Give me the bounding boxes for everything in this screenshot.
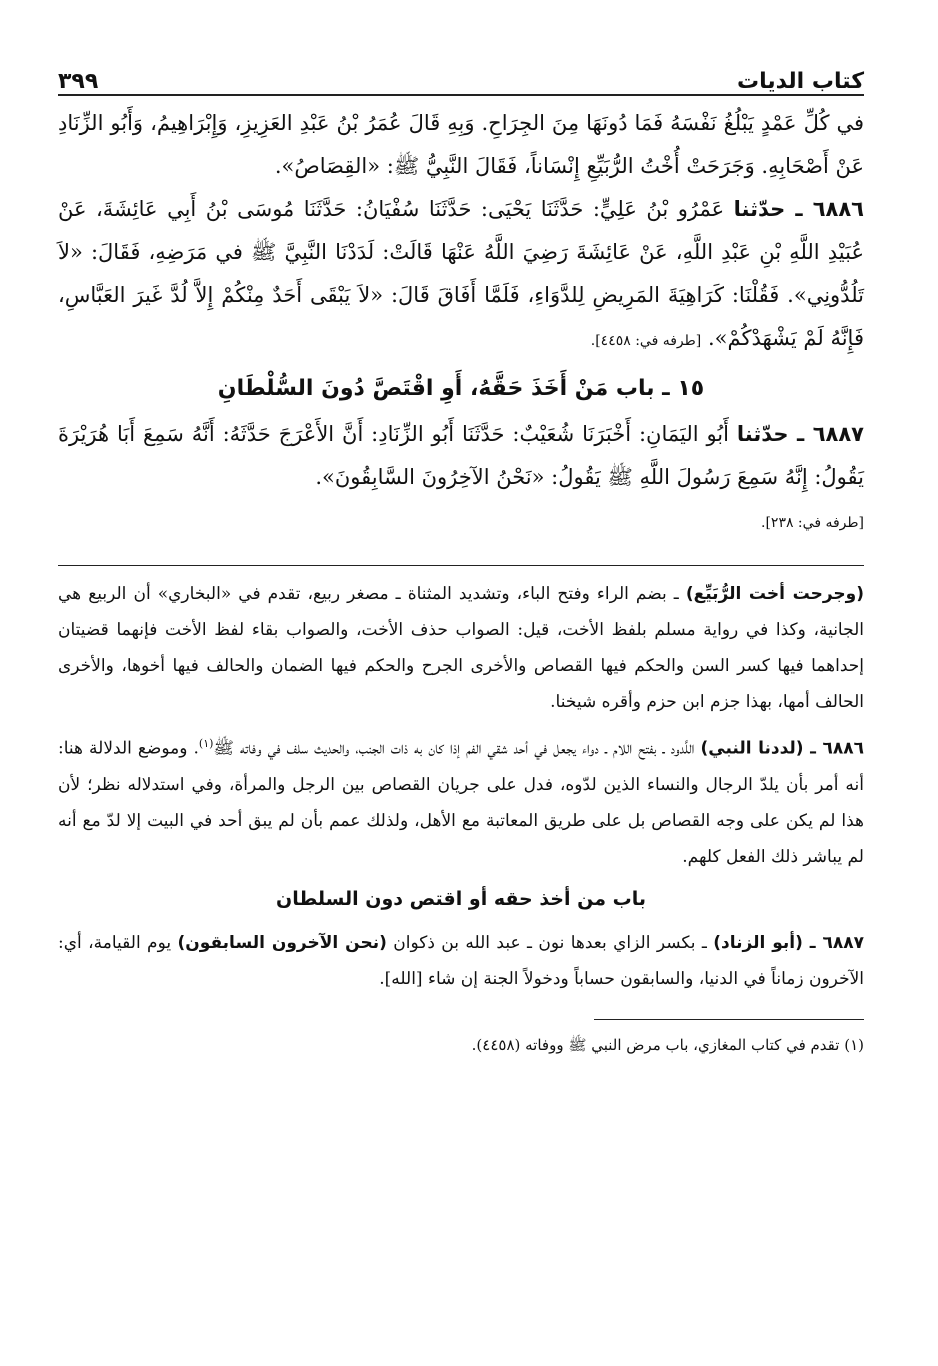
hadith-6887-number: ٦٨٨٧ ـ حدّثنا xyxy=(736,422,864,446)
commentary-3-text-a: ـ بكسر الزاي بعدها نون ـ عبد الله بن ذكوان xyxy=(386,932,714,953)
commentary-1-text: ـ بضم الراء وفتح الباء، وتشديد المثناة ـ مصغر ربيع، تقدم في «البخاري» أن الربيع هي الجانية، وكذا في رواية مسلم بلفظ الأخت، قيل: الصواب حذف الأخت، والصواب بقاء لفظ الأخت فإنهما قضيتان إحداهما فيها كسر السن والحكم فيها القصاص والأخرى الجرح والحكم فيها الضمان والحالف فيها أخوها، والأخرى الحالف أمها، بهذا جزم ابن حزم وأقره شيخنا. xyxy=(58,584,864,712)
footnote-divider xyxy=(594,1019,864,1020)
commentary-2-text-b: . وموضع الدلالة هنا: أنه أمر بأن يلدّ الرجال والنساء الذين لدّوه، فدل على جريان القصاص بين الرجل والمرأة، وفي استدلاله نظر؛ لأن هذا لم يكن على وجه القصاص بل على طريق المعاتبة مع الأهل، ولذلك عمم بأن لم يبق أحد في البيت إلا لدّ مع أنه لم يباشر ذلك الفعل كلهم. xyxy=(58,738,864,867)
commentary-paragraph-2 xyxy=(58,726,864,875)
hadith-6887-body: أَبُو اليَمَانِ: أَخْبَرَنَا شُعَيْبٌ: حَدَّثَنَا أَبُو الزِّنَادِ: أَنَّ الأَعْرَجَ حَدَّثَهُ: أَنَّهُ سَمِعَ أَبَا هُرَيْرَةَ يَقُولُ: إِنَّهُ سَمِعَ رَسُولَ اللَّهِ ﷺ يَقُولُ: «نَحْنُ الآخِرُونَ السَّابِقُونَ». xyxy=(58,422,864,489)
commentary-chapter-title: باب من أخذ حقه أو اقتص دون السلطان xyxy=(276,887,646,910)
page xyxy=(58,52,864,1058)
hadith-6886-ref: [طرفه في: ٤٤٥٨]. xyxy=(590,333,702,349)
commentary-3-lemma-b: (نحن الآخرون السابقون) xyxy=(177,932,387,953)
hadith-6886-body: عَمْرُو بْنُ عَلِيٍّ: حَدَّثَنَا يَحْيَى: حَدَّثَنَا سُفْيَانُ: حَدَّثَنَا مُوسَى بْنُ أَبِي عَائِشَةَ، عَنْ عُبَيْدِ اللَّهِ بْنِ عَبْدِ اللَّهِ، عَنْ عَائِشَةَ رَضِيَ اللَّهُ عَنْهَا قَالَتْ: لَدَدْنَا النَّبِيَّ ﷺ في مَرَضِهِ، فَقَالَ: «لاَ تَلُدُّونِي». فَقُلْنَا: كَرَاهِيَةَ المَرِيضِ لِلدَّوَاءِ، فَلَمَّا أَفَاقَ قَالَ: «لاَ يَبْقَى أَحَدٌ مِنْكُمْ إِلاَّ لُدَّ غَيرَ العَبَّاسِ، فَإِنَّهُ لَمْ يَشْهَدْكُمْ». xyxy=(58,197,864,350)
book-title: كتاب الديات xyxy=(737,69,864,94)
footnote-marker: (١) xyxy=(198,737,214,750)
commentary-1-lemma: (وجرحت أخت الرُّبَيِّع) xyxy=(685,584,864,604)
hadith-text xyxy=(58,102,864,545)
commentary-paragraph-1 xyxy=(58,576,864,720)
running-header xyxy=(58,52,864,96)
hadith-6886-number: ٦٨٨٦ ـ حدّثنا xyxy=(733,197,864,221)
commentary-3-text-b: يوم القيامة، أي: الآخرون زماناً في الدنيا، والسابقون حساباً ودخولاً الجنة إن شاء [الله]. xyxy=(58,932,864,989)
commentary-2-lemma: ٦٨٨٦ ـ (لددنا النبي) xyxy=(700,738,864,759)
page-number: ٣٩٩ xyxy=(58,69,99,94)
hadith-6887-ref-line xyxy=(58,499,864,545)
matn-paragraph-1: في كُلِّ عَمْدٍ يَبْلُغُ نَفْسَهُ فَمَا دُونَهَا مِنَ الجِرَاحِ. وَبِهِ قَالَ عُمَرُ بْنُ عَبْدِ العَزِيزِ، وَإِبْرَاهِيمُ، وَأَبُو الزِّنَادِ عَنْ أَصْحَابِهِ. وَجَرَحَتْ أُخْتُ الرُّبَيِّعِ إِنْسَاناً، فَقَالَ النَّبِيُّ ﷺ: «القِصَاصُ». xyxy=(58,111,864,178)
commentary-3-number: ٦٨٨٧ ـ xyxy=(802,932,864,953)
commentary-paragraph-3 xyxy=(58,925,864,997)
commentary-divider xyxy=(58,565,864,566)
commentary xyxy=(58,576,864,997)
chapter-title: ١٥ ـ باب مَنْ أَخَذَ حَقَّهُ، أَوِ اقْتَصَّ دُونَ السُّلْطَانِ xyxy=(217,376,705,401)
commentary-2-text-a: اللَّدود ـ بفتح اللام ـ دواء يجعل في أحد شقي الفم إذا كان به ذات الجنب، والحديث سلف في وفاته ﷺ xyxy=(213,738,701,759)
commentary-3-lemma-a: (أبو الزناد) xyxy=(713,932,803,953)
hadith-6886 xyxy=(58,188,864,363)
hadith-6887-ref: [طرفه في: ٢٣٨]. xyxy=(761,515,864,531)
hadith-6887 xyxy=(58,413,864,499)
footnote: (١) تقدم في كتاب المغازي، باب مرض النبي ﷺ ووفاته (٤٤٥٨). xyxy=(471,1035,864,1054)
